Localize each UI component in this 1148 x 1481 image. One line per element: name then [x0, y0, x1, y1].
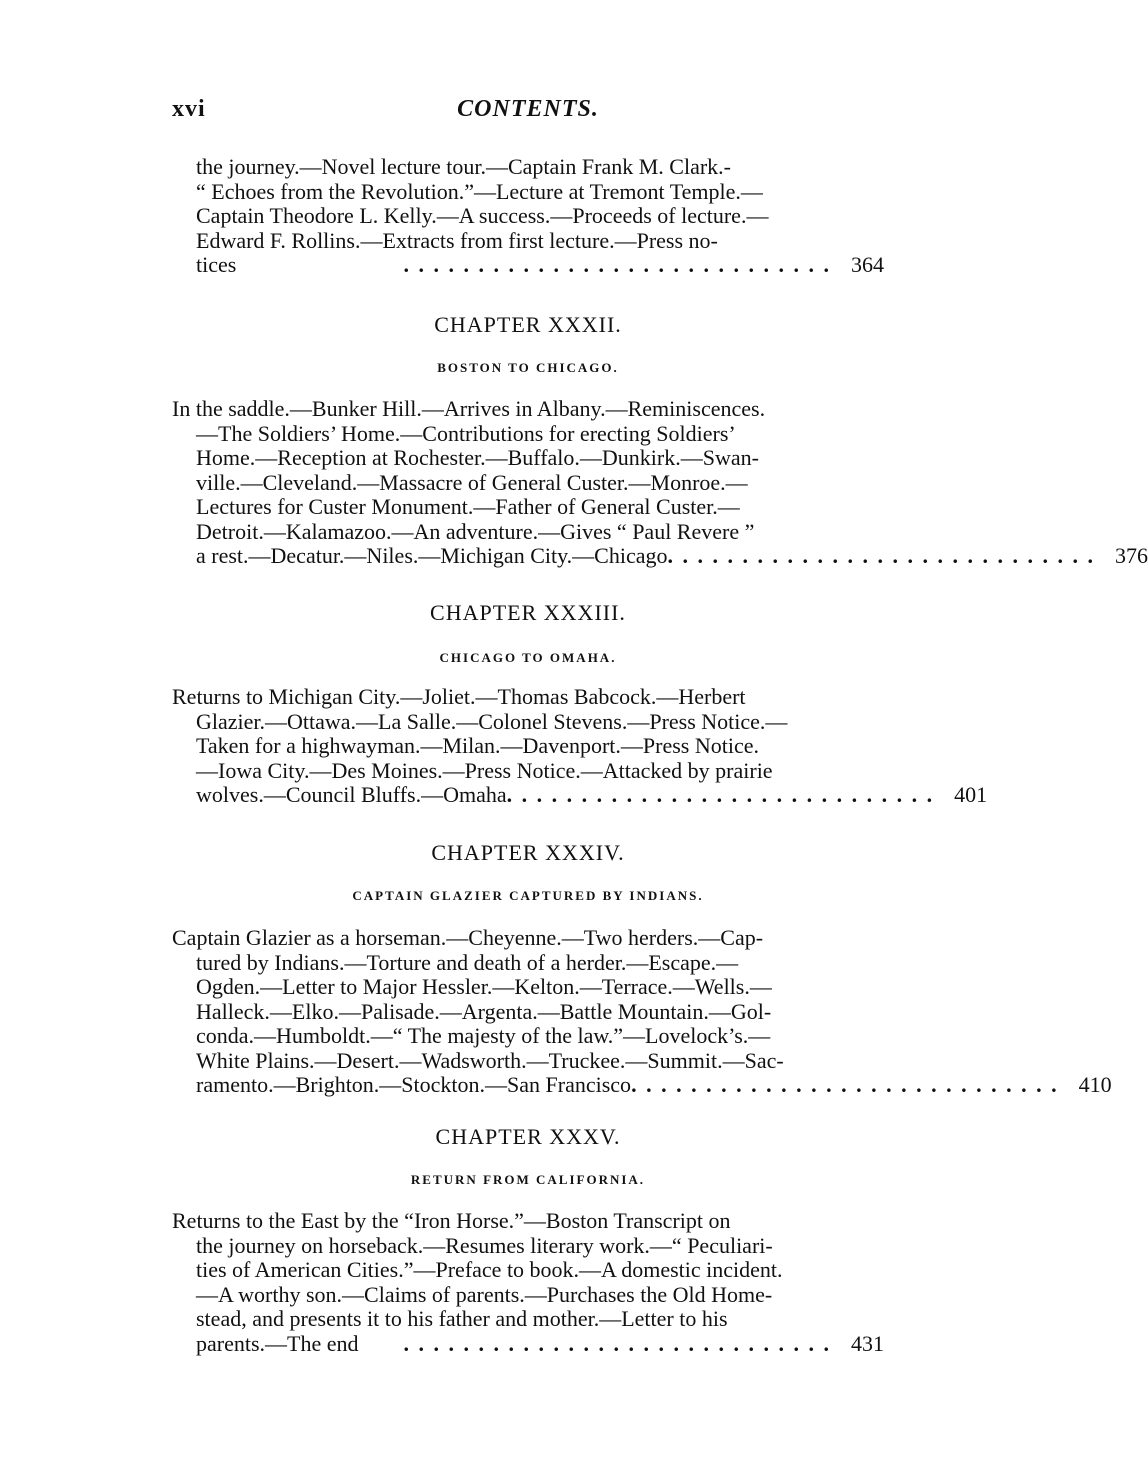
chapter-heading: CHAPTER XXXII. [434, 312, 622, 337]
entry-line: Returns to the East by the “Iron Horse.”—Boston Transcript on [172, 1208, 731, 1233]
page-ref: 401 [954, 782, 988, 807]
toc-entry [172, 925, 1112, 1098]
entry-last-line [172, 253, 884, 278]
leader-dots: . . . . . . . . . . . . . . . . . . . . . . . . . . . . . [506, 782, 935, 807]
chapter-heading: CHAPTER XXXV. [435, 1124, 621, 1149]
entry-line: —A worthy son.—Claims of parents.—Purchases the Old Home- [196, 1281, 773, 1307]
entry-last-line [172, 1072, 1112, 1098]
page-number: xvi [172, 96, 206, 122]
entry-line: ville.—Cleveland.—Massacre of General Custer.—Monroe.— [196, 469, 748, 495]
entry-last-line [172, 1332, 884, 1357]
entry-line: tices [196, 252, 237, 277]
leader-dots: . . . . . . . . . . . . . . . . . . . . . . . . . . . . . [667, 543, 1095, 568]
running-title: CONTENTS. [457, 96, 599, 122]
entry-line: —The Soldiers’ Home.—Contributions for erecting Soldiers’ [196, 420, 736, 446]
entry-line: Ogden.—Letter to Major Hessler.—Kelton.—Terrace.—Wells.— [196, 974, 772, 999]
entry-line: Detroit.—Kalamazoo.—An adventure.—Gives “ Paul Revere ” [196, 518, 755, 544]
page-header [172, 96, 884, 132]
entry-line: Glazier.—Ottawa.—La Salle.—Colonel Stevens.—Press Notice.— [196, 708, 788, 734]
leader-dots: . . . . . . . . . . . . . . . . . . . . . . . . . . . . . [403, 1330, 831, 1356]
page-ref: 410 [1078, 1072, 1112, 1097]
chapter-subtitle: CHICAGO TO OMAHA. [439, 650, 617, 665]
entry-line: stead, and presents it to his father and mother.—Letter to his [196, 1306, 728, 1331]
page-ref: 431 [851, 1330, 884, 1356]
entry-line: In the saddle.—Bunker Hill.—Arrives in Albany.—Reminiscences. [172, 396, 766, 421]
chapter-heading: CHAPTER XXXIV. [431, 840, 625, 865]
entry-line: Taken for a highwayman.—Milan.—Davenport.—Press Notice. [196, 733, 759, 758]
entry-line: wolves.—Council Bluffs.—Omaha [196, 782, 507, 807]
entry-line: Lectures for Custer Monument.—Father of General Custer.— [196, 494, 740, 519]
entry-line: “ Echoes from the Revolution.”—Lecture at Tremont Temple.— [196, 178, 763, 204]
entry-line: conda.—Humboldt.—“ The majesty of the law.”—Lovelock’s.— [196, 1023, 771, 1048]
entry-last-line [172, 782, 988, 808]
entry-line: Captain Theodore L. Kelly.—A success.—Proceeds of lecture.— [196, 203, 769, 228]
entry-line: a rest.—Decatur.—Niles.—Michigan City.—Chicago [196, 543, 668, 568]
entry-line: Returns to Michigan City.—Joliet.—Thomas Babcock.—Herbert [172, 684, 746, 709]
leader-dots: . . . . . . . . . . . . . . . . . . . . . . . . . . . . . [403, 252, 831, 277]
entry-line: the journey.—Novel lecture tour.—Captain Frank M. Clark.- [196, 154, 732, 179]
entry-line: parents.—The end [196, 1330, 359, 1356]
entry-line: ties of American Cities.”—Preface to book.—A domestic incident. [196, 1257, 783, 1282]
entry-line: ramento.—Brighton.—Stockton.—San Francisco [196, 1072, 632, 1097]
page-ref: 364 [851, 252, 884, 277]
page-ref: 376 [1114, 543, 1148, 568]
chapter-subtitle: BOSTON TO CHICAGO. [437, 360, 619, 375]
chapter-subtitle: CAPTAIN GLAZIER CAPTURED BY INDIANS. [352, 888, 704, 903]
entry-line: the journey on horseback.—Resumes literary work.—“ Peculiari- [196, 1232, 773, 1258]
entry-line: Edward F. Rollins.—Extracts from first lecture.—Press no- [196, 227, 718, 253]
entry-line: Halleck.—Elko.—Palisade.—Argenta.—Battle Mountain.—Gol- [196, 998, 772, 1024]
toc-entry-continued [172, 155, 884, 278]
toc-entry [172, 1209, 884, 1356]
leader-dots: . . . . . . . . . . . . . . . . . . . . . . . . . . . . . [631, 1072, 1059, 1097]
entry-last-line [172, 543, 1148, 569]
entry-line: Captain Glazier as a horseman.—Cheyenne.—Two herders.—Cap- [172, 925, 764, 950]
toc-entry [172, 396, 1148, 569]
entry-line: —Iowa City.—Des Moines.—Press Notice.—Attacked by prairie [196, 757, 773, 783]
entry-line: White Plains.—Desert.—Wadsworth.—Truckee.—Summit.—Sac- [196, 1047, 784, 1073]
entry-line: Home.—Reception at Rochester.—Buffalo.—Dunkirk.—Swan- [196, 445, 759, 470]
chapter-heading: CHAPTER XXXIII. [430, 600, 626, 625]
toc-entry [172, 684, 988, 808]
entry-line: tured by Indians.—Torture and death of a herder.—Escape.— [196, 949, 739, 975]
chapter-subtitle: RETURN FROM CALIFORNIA. [410, 1172, 646, 1187]
